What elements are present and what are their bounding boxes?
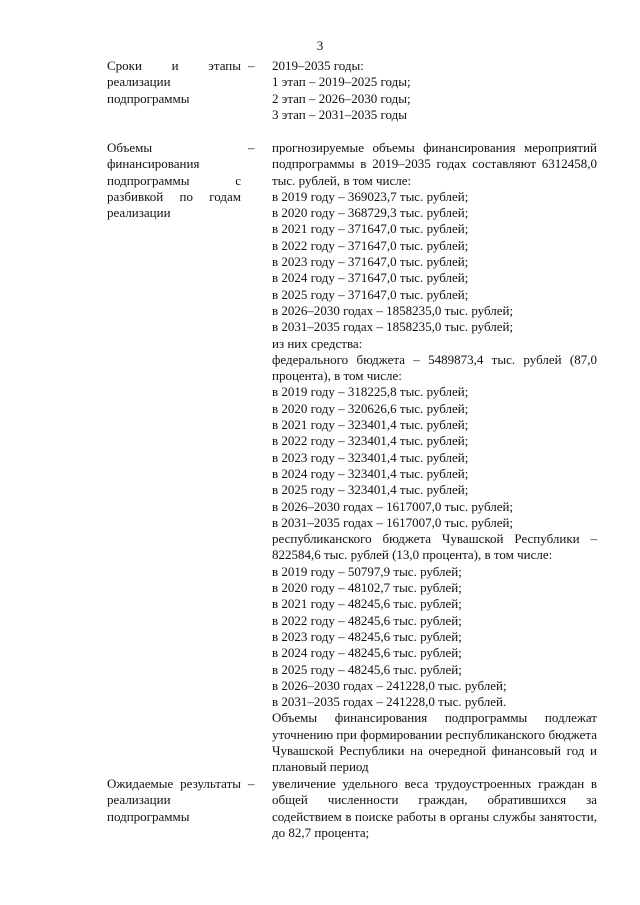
row-label-finance: Объемы финансирования подпрограммы с разбивкой по годам реализации [107,140,241,221]
finance-year-line: в 2023 году – 371647,0 тыс. рублей; [272,254,469,270]
republic-year-line: в 2031–2035 годах – 241228,0 тыс. рублей. [272,694,507,710]
sources-heading: из них средства: [272,335,363,351]
federal-year-line: в 2021 году – 323401,4 тыс. рублей; [272,417,469,433]
republic-year-line: в 2025 году – 48245,6 тыс. рублей; [272,661,462,677]
row-content-finance [272,140,597,776]
republic-year-line: в 2024 году – 48245,6 тыс. рублей; [272,645,462,661]
republic-year-line: в 2026–2030 годах – 241228,0 тыс. рублей; [272,677,507,693]
finance-year-line: в 2019 году – 369023,7 тыс. рублей; [272,188,469,204]
terms-line: 2 этап – 2026–2030 годы; [272,90,411,106]
row-dash: – [248,58,255,73]
federal-year-line: в 2025 году – 323401,4 тыс. рублей; [272,482,469,498]
terms-line: 3 этап – 2031–2035 годы [272,106,407,122]
finance-year-line: в 2031–2035 годах – 1858235,0 тыс. рублей; [272,319,514,335]
row-content-results [272,776,597,841]
terms-line: 2019–2035 годы: [272,58,364,73]
finance-year-line: в 2024 году – 371647,0 тыс. рублей; [272,270,469,286]
finance-year-line: в 2022 году – 371647,0 тыс. рублей; [272,237,469,253]
republic-year-line: в 2022 году – 48245,6 тыс. рублей; [272,612,462,628]
federal-year-line: в 2026–2030 годах – 1617007,0 тыс. рублей; [272,498,514,514]
row-dash: – [248,140,255,155]
republic-intro: республиканского бюджета Чувашской Республики – 822584,6 тыс. рублей (13,0 процента), в том числе: [272,531,597,563]
federal-year-line: в 2019 году – 318225,8 тыс. рублей; [272,384,469,400]
page-number: 3 [316,38,324,53]
finance-year-line: в 2026–2030 годах – 1858235,0 тыс. рублей; [272,302,514,318]
finance-year-line: в 2021 году – 371647,0 тыс. рублей; [272,221,469,237]
federal-intro: федерального бюджета – 5489873,4 тыс. рублей (87,0 процента), в том числе: [272,351,597,384]
federal-year-line: в 2024 году – 323401,4 тыс. рублей; [272,465,469,481]
finance-year-line: в 2025 году – 371647,0 тыс. рублей; [272,286,469,302]
federal-year-line: в 2031–2035 годах – 1617007,0 тыс. рублей; [272,514,514,530]
row-label-results: Ожидаемые результаты реализации подпрограммы [107,776,241,824]
republic-year-line: в 2021 году – 48245,6 тыс. рублей; [272,596,462,612]
finance-year-line: в 2020 году – 368729,3 тыс. рублей; [272,205,469,221]
republic-year-line: в 2023 году – 48245,6 тыс. рублей; [272,628,462,644]
terms-line: 1 этап – 2019–2025 годы; [272,74,411,90]
federal-year-line: в 2023 году – 323401,4 тыс. рублей; [272,449,469,465]
row-dash: – [248,776,255,791]
finance-intro: прогнозируемые объемы финансирования мероприятий подпрограммы в 2019–2035 годах составляют 6312458,0 тыс. рублей, в том числе: [272,140,597,188]
republic-year-line: в 2020 году – 48102,7 тыс. рублей; [272,580,462,596]
federal-year-line: в 2020 году – 320626,6 тыс. рублей; [272,400,469,416]
row-content-terms [272,58,597,123]
row-label-terms: Сроки и этапы реализации подпрограммы [107,58,241,106]
federal-year-line: в 2022 году – 323401,4 тыс. рублей; [272,433,469,449]
results-text: увеличение удельного веса трудоустроенных граждан в общей численности граждан, обратившихся за содействием в поиске работы в органы службы занятости, до 82,7 процента; [272,776,597,840]
finance-note: Объемы финансирования подпрограммы подлежат уточнению при формировании республиканского бюджета Чувашской Республики на очередной финансовый год и плановый период [272,710,597,775]
republic-year-line: в 2019 году – 50797,9 тыс. рублей; [272,563,462,579]
